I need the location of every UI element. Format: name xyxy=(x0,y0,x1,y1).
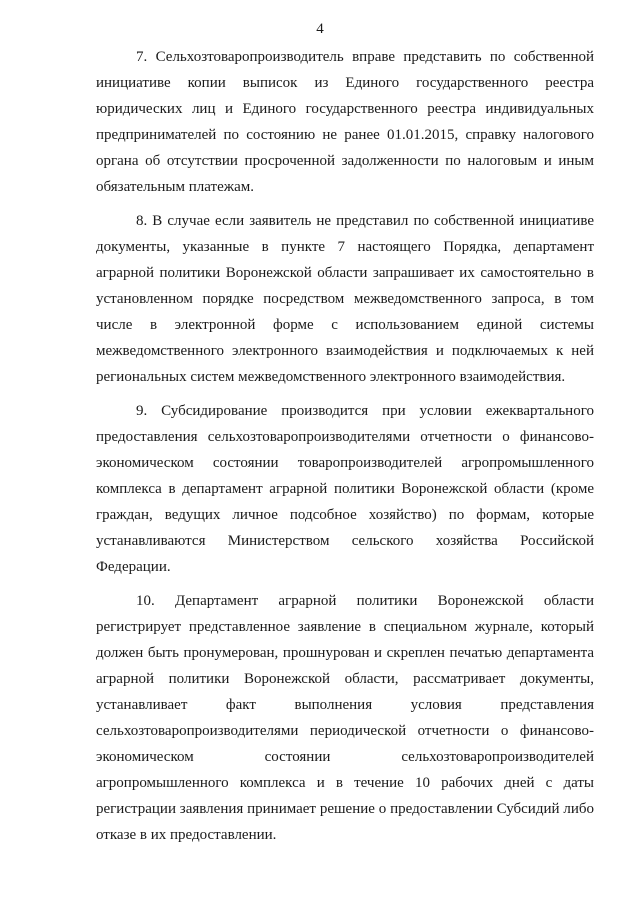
paragraph-9: 9. Субсидирование производится при условии ежеквартального предоставления сельхозтоваропроизводителями отчетности о финансово-экономическом состоянии товаропроизводителей агропромышленного комплекса в департамент аграрной политики Воронежской области (кроме граждан, ведущих личное подсобное хозяйство) по формам, которые устанавливаются Министерством сельского хозяйства Российской Федерации. xyxy=(96,403,594,575)
paragraph-8: 8. В случае если заявитель не представил по собственной инициативе документы, указанные в пункте 7 настоящего Порядка, департамент аграрной политики Воронежской области запрашивает их самостоятельно в установленном порядке посредством межведомственного запроса, в том числе в электронной форме с использованием единой системы межведомственного электронного взаимодействия и подключаемых к ней региональных систем межведомственного электронного взаимодействия. xyxy=(96,213,594,385)
paragraph-7: 7. Сельхозтоваропроизводитель вправе представить по собственной инициативе копии выписок из Единого государственного реестра юридических лиц и Единого государственного реестра индивидуальных предпринимателей по состоянию не ранее 01.01.2015, справку налогового органа об отсутствии просроченной задолженности по налоговым и иным обязательным платежам. xyxy=(96,49,594,195)
page-number: 4 xyxy=(316,21,324,37)
paragraph-10: 10. Департамент аграрной политики Воронежской области регистрирует представленное заявление в специальном журнале, который должен быть пронумерован, прошнурован и скреплен печатью департамента аграрной политики Воронежской области, рассматривает документы, устанавливает факт выполнения условия представления сельхозтоваропроизводителями периодической отчетности о финансово-экономическом состоянии сельхозтоваропроизводителей агропромышленного комплекса и в течение 10 рабочих дней с даты регистрации заявления принимает решение о предоставлении Субсидий либо отказе в их предоставлении. xyxy=(96,593,594,843)
document-body xyxy=(96,44,594,848)
